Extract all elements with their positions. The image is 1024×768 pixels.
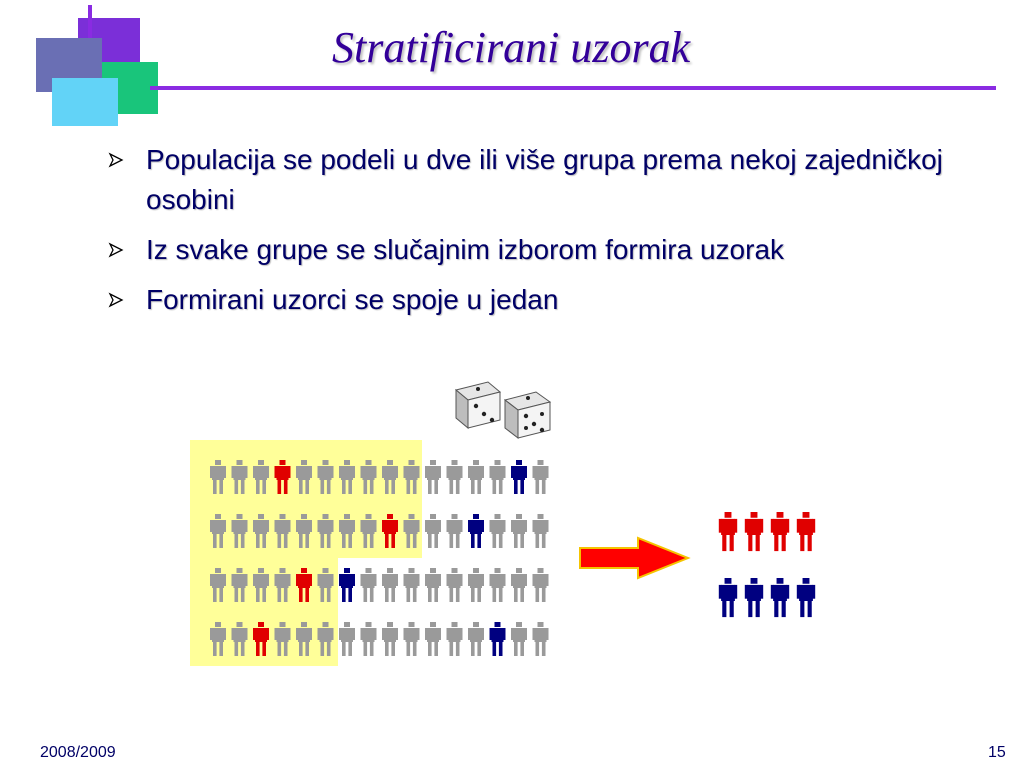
bullet-text: Populacija se podeli u dve ili više grupa prema nekoj zajedničkoj osobini bbox=[146, 144, 943, 215]
person-icon bbox=[490, 568, 506, 602]
person-icon bbox=[468, 622, 484, 656]
person-icon bbox=[447, 568, 463, 602]
person-icon bbox=[511, 460, 527, 494]
person-icon bbox=[490, 460, 506, 494]
sample-group bbox=[719, 512, 815, 617]
person-icon bbox=[490, 514, 506, 548]
person-icon bbox=[447, 460, 463, 494]
person-icon bbox=[533, 460, 549, 494]
person-icon bbox=[382, 568, 398, 602]
person-icon bbox=[382, 622, 398, 656]
person-icon bbox=[468, 514, 484, 548]
bullet-text: Formirani uzorci se spoje u jedan bbox=[146, 284, 559, 315]
person-icon bbox=[425, 622, 441, 656]
person-icon bbox=[490, 622, 506, 656]
person-icon bbox=[533, 568, 549, 602]
person-icon bbox=[797, 578, 815, 617]
person-icon bbox=[533, 514, 549, 548]
person-icon bbox=[771, 512, 789, 551]
red-arrow-icon bbox=[580, 538, 688, 578]
person-icon bbox=[468, 460, 484, 494]
person-icon bbox=[361, 622, 377, 656]
page-number: 15 bbox=[988, 744, 1006, 761]
slide-title: Stratificirani uzorak bbox=[332, 23, 691, 72]
person-icon bbox=[425, 568, 441, 602]
footer-date: 2008/2009 bbox=[40, 744, 116, 761]
person-icon bbox=[719, 578, 737, 617]
person-icon bbox=[511, 514, 527, 548]
person-icon bbox=[771, 578, 789, 617]
person-icon bbox=[425, 514, 441, 548]
dice-icon bbox=[456, 382, 550, 438]
person-icon bbox=[719, 512, 737, 551]
person-icon bbox=[468, 568, 484, 602]
person-icon bbox=[511, 622, 527, 656]
bullet-text: Iz svake grupe se slučajnim izborom formira uzorak bbox=[146, 234, 785, 265]
person-icon bbox=[447, 622, 463, 656]
person-icon bbox=[511, 568, 527, 602]
person-icon bbox=[339, 622, 355, 656]
person-icon bbox=[404, 622, 420, 656]
person-icon bbox=[339, 568, 355, 602]
person-icon bbox=[404, 568, 420, 602]
person-icon bbox=[361, 568, 377, 602]
person-icon bbox=[425, 460, 441, 494]
person-icon bbox=[745, 512, 763, 551]
person-icon bbox=[745, 578, 763, 617]
person-icon bbox=[447, 514, 463, 548]
person-icon bbox=[533, 622, 549, 656]
person-icon bbox=[797, 512, 815, 551]
